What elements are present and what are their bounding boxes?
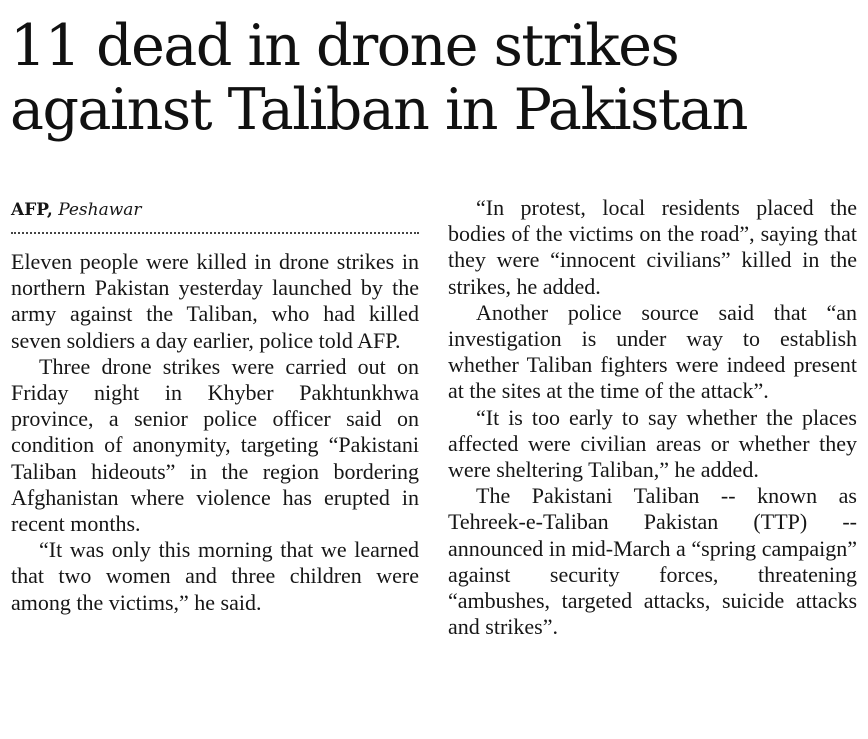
byline-divider [11,232,419,234]
headline [10,14,862,142]
headline-line-1: 11 dead in drone strikes [10,13,679,79]
article-column-2 [448,195,857,640]
paragraph-lead: Eleven people were killed in drone strikes in northern Pakistan yesterday launched by the army against the Taliban, who had killed seven soldiers a day earlier, police told AFP. [11,249,419,353]
article-column-1 [11,249,419,616]
byline-separator: , [46,200,53,220]
paragraph: “It is too early to say whether the places affected were civilian areas or whether they were sheltering Taliban,” he added. [448,404,857,483]
byline-location: Peshawar [58,200,142,220]
paragraph: Another police source said that “an investigation is under way to establish whether Taliban fighters were indeed present at the sites at the time of the attack”. [448,299,857,404]
byline-agency: AFP [11,200,47,220]
headline-line-2: against Taliban in Pakistan [10,77,747,143]
paragraph: “It was only this morning that we learned that two women and three children were among the victims,” he said. [11,537,419,615]
paragraph: Three drone strikes were carried out on Friday night in Khyber Pakhtunkhwa province, a senior police officer said on condition of anonymity, targeting “Pakistani Taliban hideouts” in the region bordering Afghanistan where violence has erupted in recent months. [11,353,419,537]
byline [11,198,142,222]
paragraph: The Pakistani Taliban -- known as Tehreek-e-Taliban Pakistan (TTP) -- announced in mid-March a “spring campaign” against security forces, threatening “ambushes, targeted attacks, suicide attacks and strikes”. [448,483,857,640]
paragraph: “In protest, local residents placed the bodies of the victims on the road”, saying that they were “innocent civilians” killed in the strikes, he added. [448,195,857,299]
